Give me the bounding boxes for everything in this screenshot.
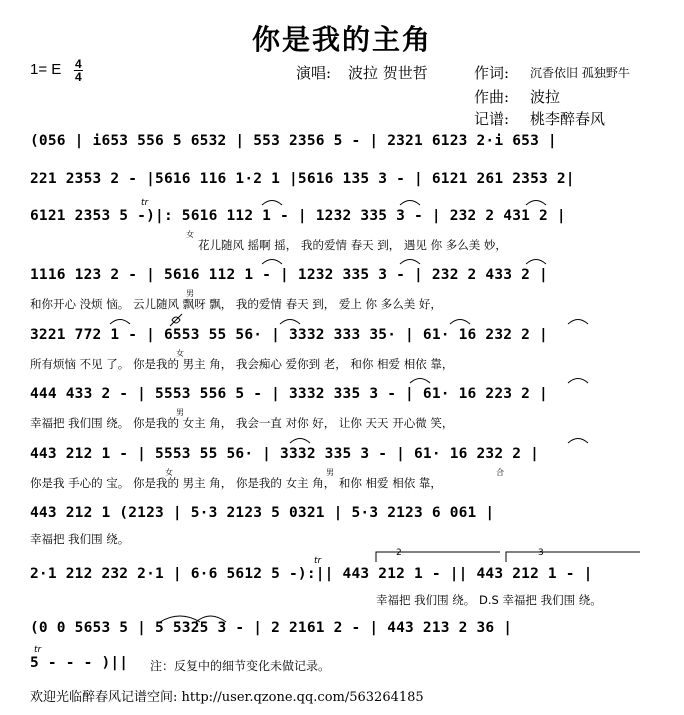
transcriber: 桃李醉春风 (530, 110, 606, 128)
slur (450, 320, 470, 325)
notation-row-8: 443 212 1 (2123 | 5·3 2123 5 0321 | 5·3 2123 6 061 | (30, 505, 495, 521)
time-sig-top: 4 (75, 57, 82, 71)
slur (526, 260, 546, 265)
gender-mark-female-1: 女 (186, 230, 194, 239)
singer-label: 演唱: (296, 64, 332, 82)
gender-mark-male-2: 男 (176, 408, 184, 417)
notation-row-2: 221 2353 2 - |5616 116 1·2 1 |5616 135 3 - | 6121 261 2353 2| (30, 171, 575, 187)
slur (262, 260, 282, 265)
notation-row-1: (056 | i653 556 5 6532 | 553 2356 5 - | 2321 6123 2·i 653 | (30, 133, 557, 149)
time-signature (74, 58, 83, 83)
lyricist-label: 作词: (474, 64, 510, 82)
slur (568, 320, 588, 325)
slur (526, 201, 546, 206)
volta-bracket (506, 552, 640, 562)
lyricist: 沉香依旧 孤独野牛 (530, 66, 630, 80)
lyric-row-4: 和你开心 没烦 恼。 云儿随风 飘呀 飘， 我的爱情 春天 到， 爱上 你 多么美 好， (30, 297, 442, 311)
song-title: 你是我的主角 (251, 23, 432, 56)
volta-bracket (376, 552, 500, 562)
gender-mark-male-3: 男 (326, 468, 334, 477)
notation-row-6: 444 433 2 - | 5553 556 5 - | 3332 335 3 - | 61· 16 223 2 | (30, 386, 548, 402)
time-sig-bottom: 4 (75, 70, 82, 84)
lyric-row-3: 花儿随风 摇啊 摇， 我的爱情 春天 到， 遇见 你 多么美 妙， (198, 238, 507, 252)
lyric-row-5: 所有烦恼 不见 了。 你是我的 男主 角， 我会痴心 爱你到 老， 和你 相爱 相依 靠， (30, 357, 454, 371)
transcriber-label: 记谱: (474, 110, 510, 128)
slur (290, 439, 310, 444)
slur (568, 439, 588, 444)
trill-mark-1: tr (141, 198, 149, 208)
notation-row-10: (0 0 5653 5 | 5 5325 3 - | 2 2161 2 - | 443 213 2 36 | (30, 620, 513, 636)
lyric-row-7: 你是我 手心的 宝。 你是我的 男主 角， 你是我的 女主 角， 和你 相爱 相依 靠， (30, 476, 442, 490)
segno-icon (170, 314, 182, 326)
gender-mark-female-2: 女 (176, 349, 184, 358)
key-signature: 1= E (30, 61, 62, 78)
slur (400, 201, 420, 206)
notation-row-5: 3221 772 1 - | 6553 55 56· | 3332 333 35· | 61· 16 232 2 | (30, 327, 548, 343)
composer-label: 作曲: (474, 88, 510, 106)
slur (568, 379, 588, 384)
trill-mark-2: tr (314, 556, 322, 566)
section-mark-chorus: 合 (496, 468, 504, 477)
gender-mark-female-3: 女 (165, 468, 173, 477)
slur (410, 379, 430, 384)
slur (262, 201, 282, 206)
volta-3: 3 (538, 548, 544, 558)
slur (400, 260, 420, 265)
notation-row-11: 5 - - - )|| (30, 655, 129, 671)
gender-mark-male-1: 男 (186, 289, 194, 298)
slur (280, 320, 300, 325)
notation-row-7: 443 212 1 - | 5553 55 56· | 3332 335 3 - | 61· 16 232 2 | (30, 446, 539, 462)
footer-link-text: 欢迎光临醉春风记谱空间: http://user.qzone.qq.com/563264185 (30, 690, 424, 705)
volta-2: 2 (396, 548, 402, 558)
composer: 波拉 (530, 88, 561, 106)
transcription-note: 注：反复中的细节变化未做记录。 (150, 659, 331, 673)
singer: 波拉 贺世哲 (348, 64, 428, 82)
notation-row-3: 6121 2353 5 -)|: 5616 112 1 - | 1232 335 3 - | 232 2 431 2 | (30, 208, 566, 224)
notation-row-9: 2·1 212 232 2·1 | 6·6 5612 5 -):|| 443 212 1 - || 443 212 1 - | (30, 566, 593, 582)
lyric-row-9: 幸福把 我们围 绕。 D.S 幸福把 我们围 绕。 (376, 593, 602, 607)
trill-mark-3: tr (34, 645, 42, 655)
lyric-row-8: 幸福把 我们围 绕。 (30, 532, 130, 546)
notation-row-4: 1116 123 2 - | 5616 112 1 - | 1232 335 3 - | 232 2 433 2 | (30, 267, 548, 283)
lyric-row-6: 幸福把 我们围 绕。 你是我的 女主 角， 我会一直 对你 好， 让你 天天 开心微 笑， (30, 416, 454, 430)
slur (110, 320, 130, 325)
